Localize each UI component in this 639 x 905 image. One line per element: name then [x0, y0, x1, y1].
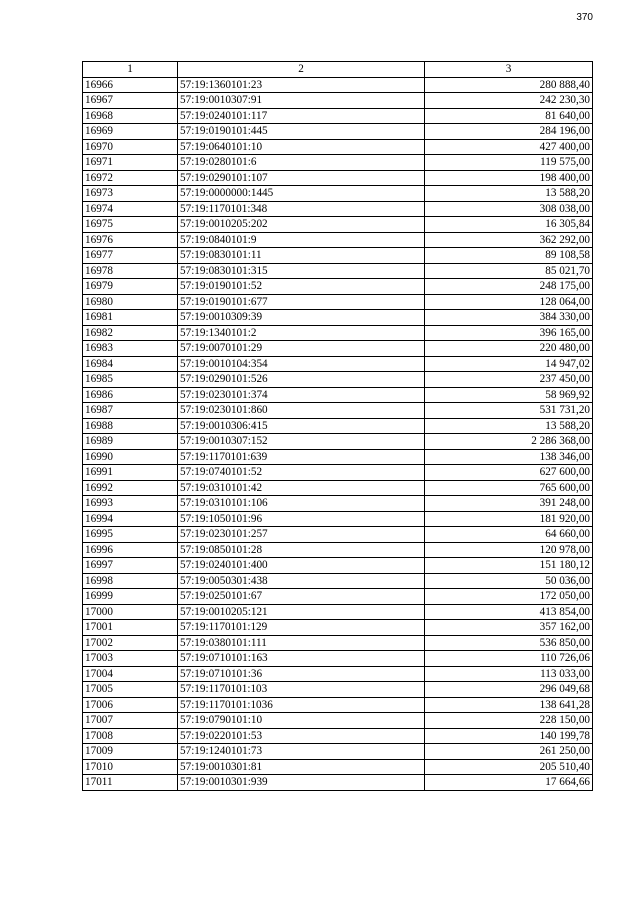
row-number: 16982 [83, 325, 178, 341]
registry-table [82, 61, 593, 791]
page-number: 370 [576, 12, 593, 23]
cadastral-number: 57:19:1170101:103 [178, 682, 425, 698]
cadastral-number: 57:19:0010307:152 [178, 434, 425, 450]
table-row [83, 651, 593, 667]
cadastral-number: 57:19:0840101:9 [178, 232, 425, 248]
amount: 16 305,84 [425, 217, 593, 233]
table-row [83, 728, 593, 744]
amount: 64 660,00 [425, 527, 593, 543]
row-number: 17001 [83, 620, 178, 636]
amount: 14 947,02 [425, 356, 593, 372]
amount: 384 330,00 [425, 310, 593, 326]
row-number: 16971 [83, 155, 178, 171]
table-row [83, 356, 593, 372]
cadastral-number: 57:19:0850101:28 [178, 542, 425, 558]
amount: 138 641,28 [425, 697, 593, 713]
cadastral-number: 57:19:0710101:163 [178, 651, 425, 667]
amount: 765 600,00 [425, 480, 593, 496]
amount: 242 230,30 [425, 93, 593, 109]
row-number: 16981 [83, 310, 178, 326]
cadastral-number: 57:19:0280101:6 [178, 155, 425, 171]
row-number: 16988 [83, 418, 178, 434]
table-row [83, 542, 593, 558]
row-number: 16973 [83, 186, 178, 202]
cadastral-number: 57:19:0240101:117 [178, 108, 425, 124]
table-row [83, 170, 593, 186]
row-number: 16987 [83, 403, 178, 419]
row-number: 17003 [83, 651, 178, 667]
row-number: 17008 [83, 728, 178, 744]
table-row [83, 759, 593, 775]
cadastral-number: 57:19:0010306:415 [178, 418, 425, 434]
table-row [83, 387, 593, 403]
amount: 362 292,00 [425, 232, 593, 248]
cadastral-number: 57:19:0380101:111 [178, 635, 425, 651]
row-number: 17009 [83, 744, 178, 760]
table-row [83, 589, 593, 605]
row-number: 16989 [83, 434, 178, 450]
cadastral-number: 57:19:1050101:96 [178, 511, 425, 527]
cadastral-number: 57:19:1170101:1036 [178, 697, 425, 713]
row-number: 16967 [83, 93, 178, 109]
cadastral-number: 57:19:0710101:36 [178, 666, 425, 682]
table-row [83, 434, 593, 450]
amount: 396 165,00 [425, 325, 593, 341]
table-row [83, 465, 593, 481]
table-row [83, 279, 593, 295]
table-row [83, 418, 593, 434]
cadastral-number: 57:19:1170101:348 [178, 201, 425, 217]
table-row [83, 155, 593, 171]
row-number: 17010 [83, 759, 178, 775]
row-number: 17005 [83, 682, 178, 698]
amount: 205 510,40 [425, 759, 593, 775]
cadastral-number: 57:19:0790101:10 [178, 713, 425, 729]
cadastral-number: 57:19:0010301:939 [178, 775, 425, 791]
amount: 81 640,00 [425, 108, 593, 124]
row-number: 16995 [83, 527, 178, 543]
table-row [83, 77, 593, 93]
table-row [83, 573, 593, 589]
cadastral-number: 57:19:0250101:67 [178, 589, 425, 605]
amount: 248 175,00 [425, 279, 593, 295]
table-row [83, 217, 593, 233]
row-number: 16983 [83, 341, 178, 357]
amount: 85 021,70 [425, 263, 593, 279]
amount: 536 850,00 [425, 635, 593, 651]
cadastral-number: 57:19:0310101:106 [178, 496, 425, 512]
cadastral-number: 57:19:0010301:81 [178, 759, 425, 775]
table-row [83, 325, 593, 341]
row-number: 16993 [83, 496, 178, 512]
row-number: 16972 [83, 170, 178, 186]
table-row [83, 527, 593, 543]
cadastral-number: 57:19:0310101:42 [178, 480, 425, 496]
row-number: 16975 [83, 217, 178, 233]
table-row [83, 666, 593, 682]
cadastral-number: 57:19:0190101:677 [178, 294, 425, 310]
row-number: 17011 [83, 775, 178, 791]
amount: 58 969,92 [425, 387, 593, 403]
amount: 280 888,40 [425, 77, 593, 93]
row-number: 17000 [83, 604, 178, 620]
cadastral-number: 57:19:0010309:39 [178, 310, 425, 326]
cadastral-number: 57:19:0640101:10 [178, 139, 425, 155]
cadastral-number: 57:19:1340101:2 [178, 325, 425, 341]
amount: 228 150,00 [425, 713, 593, 729]
amount: 413 854,00 [425, 604, 593, 620]
cadastral-number: 57:19:0010205:121 [178, 604, 425, 620]
amount: 89 108,58 [425, 248, 593, 264]
row-number: 16974 [83, 201, 178, 217]
amount: 357 162,00 [425, 620, 593, 636]
cadastral-number: 57:19:0230101:860 [178, 403, 425, 419]
row-number: 16966 [83, 77, 178, 93]
row-number: 16999 [83, 589, 178, 605]
cadastral-number: 57:19:0290101:526 [178, 372, 425, 388]
table-row [83, 558, 593, 574]
row-number: 17004 [83, 666, 178, 682]
table-row [83, 232, 593, 248]
amount: 138 346,00 [425, 449, 593, 465]
amount: 284 196,00 [425, 124, 593, 140]
table-row [83, 403, 593, 419]
amount: 119 575,00 [425, 155, 593, 171]
amount: 13 588,20 [425, 186, 593, 202]
amount: 427 400,00 [425, 139, 593, 155]
table-header-row [83, 62, 593, 78]
row-number: 16998 [83, 573, 178, 589]
column-header-1: 1 [83, 62, 178, 78]
cadastral-number: 57:19:0190101:52 [178, 279, 425, 295]
row-number: 16968 [83, 108, 178, 124]
table-row [83, 713, 593, 729]
cadastral-number: 57:19:0830101:11 [178, 248, 425, 264]
table-row [83, 697, 593, 713]
row-number: 16994 [83, 511, 178, 527]
table-row [83, 294, 593, 310]
table-row [83, 310, 593, 326]
amount: 13 588,20 [425, 418, 593, 434]
amount: 237 450,00 [425, 372, 593, 388]
row-number: 16997 [83, 558, 178, 574]
amount: 181 920,00 [425, 511, 593, 527]
table-row [83, 341, 593, 357]
amount: 172 050,00 [425, 589, 593, 605]
row-number: 16969 [83, 124, 178, 140]
row-number: 17007 [83, 713, 178, 729]
cadastral-number: 57:19:0070101:29 [178, 341, 425, 357]
table-row [83, 480, 593, 496]
row-number: 16977 [83, 248, 178, 264]
table-row [83, 496, 593, 512]
table-row [83, 139, 593, 155]
cadastral-number: 57:19:1360101:23 [178, 77, 425, 93]
table-row [83, 620, 593, 636]
table-row [83, 604, 593, 620]
amount: 17 664,66 [425, 775, 593, 791]
column-header-3: 3 [425, 62, 593, 78]
table-row [83, 93, 593, 109]
table-row [83, 682, 593, 698]
row-number: 16986 [83, 387, 178, 403]
amount: 50 036,00 [425, 573, 593, 589]
cadastral-number: 57:19:0830101:315 [178, 263, 425, 279]
amount: 140 199,78 [425, 728, 593, 744]
cadastral-number: 57:19:0010104:354 [178, 356, 425, 372]
amount: 296 049,68 [425, 682, 593, 698]
table-row [83, 372, 593, 388]
amount: 113 033,00 [425, 666, 593, 682]
amount: 220 480,00 [425, 341, 593, 357]
row-number: 16970 [83, 139, 178, 155]
table-row [83, 186, 593, 202]
cadastral-number: 57:19:0740101:52 [178, 465, 425, 481]
cadastral-number: 57:19:0190101:445 [178, 124, 425, 140]
cadastral-number: 57:19:0230101:257 [178, 527, 425, 543]
table-row [83, 775, 593, 791]
cadastral-number: 57:19:1170101:639 [178, 449, 425, 465]
row-number: 17006 [83, 697, 178, 713]
row-number: 16992 [83, 480, 178, 496]
row-number: 16978 [83, 263, 178, 279]
amount: 627 600,00 [425, 465, 593, 481]
cadastral-number: 57:19:0000000:1445 [178, 186, 425, 202]
amount: 2 286 368,00 [425, 434, 593, 450]
cadastral-number: 57:19:0230101:374 [178, 387, 425, 403]
row-number: 16976 [83, 232, 178, 248]
table-row [83, 201, 593, 217]
row-number: 16990 [83, 449, 178, 465]
table-row [83, 124, 593, 140]
row-number: 16984 [83, 356, 178, 372]
row-number: 16985 [83, 372, 178, 388]
cadastral-number: 57:19:0240101:400 [178, 558, 425, 574]
amount: 261 250,00 [425, 744, 593, 760]
amount: 120 978,00 [425, 542, 593, 558]
table-row [83, 511, 593, 527]
table-row [83, 744, 593, 760]
row-number: 16980 [83, 294, 178, 310]
amount: 110 726,06 [425, 651, 593, 667]
cadastral-number: 57:19:1170101:129 [178, 620, 425, 636]
row-number: 17002 [83, 635, 178, 651]
amount: 198 400,00 [425, 170, 593, 186]
cadastral-number: 57:19:1240101:73 [178, 744, 425, 760]
table-row [83, 449, 593, 465]
row-number: 16991 [83, 465, 178, 481]
amount: 308 038,00 [425, 201, 593, 217]
amount: 151 180,12 [425, 558, 593, 574]
column-header-2: 2 [178, 62, 425, 78]
cadastral-number: 57:19:0010307:91 [178, 93, 425, 109]
amount: 531 731,20 [425, 403, 593, 419]
amount: 128 064,00 [425, 294, 593, 310]
cadastral-number: 57:19:0220101:53 [178, 728, 425, 744]
cadastral-number: 57:19:0050301:438 [178, 573, 425, 589]
table-body [83, 77, 593, 790]
table-row [83, 635, 593, 651]
row-number: 16979 [83, 279, 178, 295]
row-number: 16996 [83, 542, 178, 558]
cadastral-number: 57:19:0290101:107 [178, 170, 425, 186]
amount: 391 248,00 [425, 496, 593, 512]
table-row [83, 108, 593, 124]
cadastral-number: 57:19:0010205:202 [178, 217, 425, 233]
table-row [83, 263, 593, 279]
table-row [83, 248, 593, 264]
